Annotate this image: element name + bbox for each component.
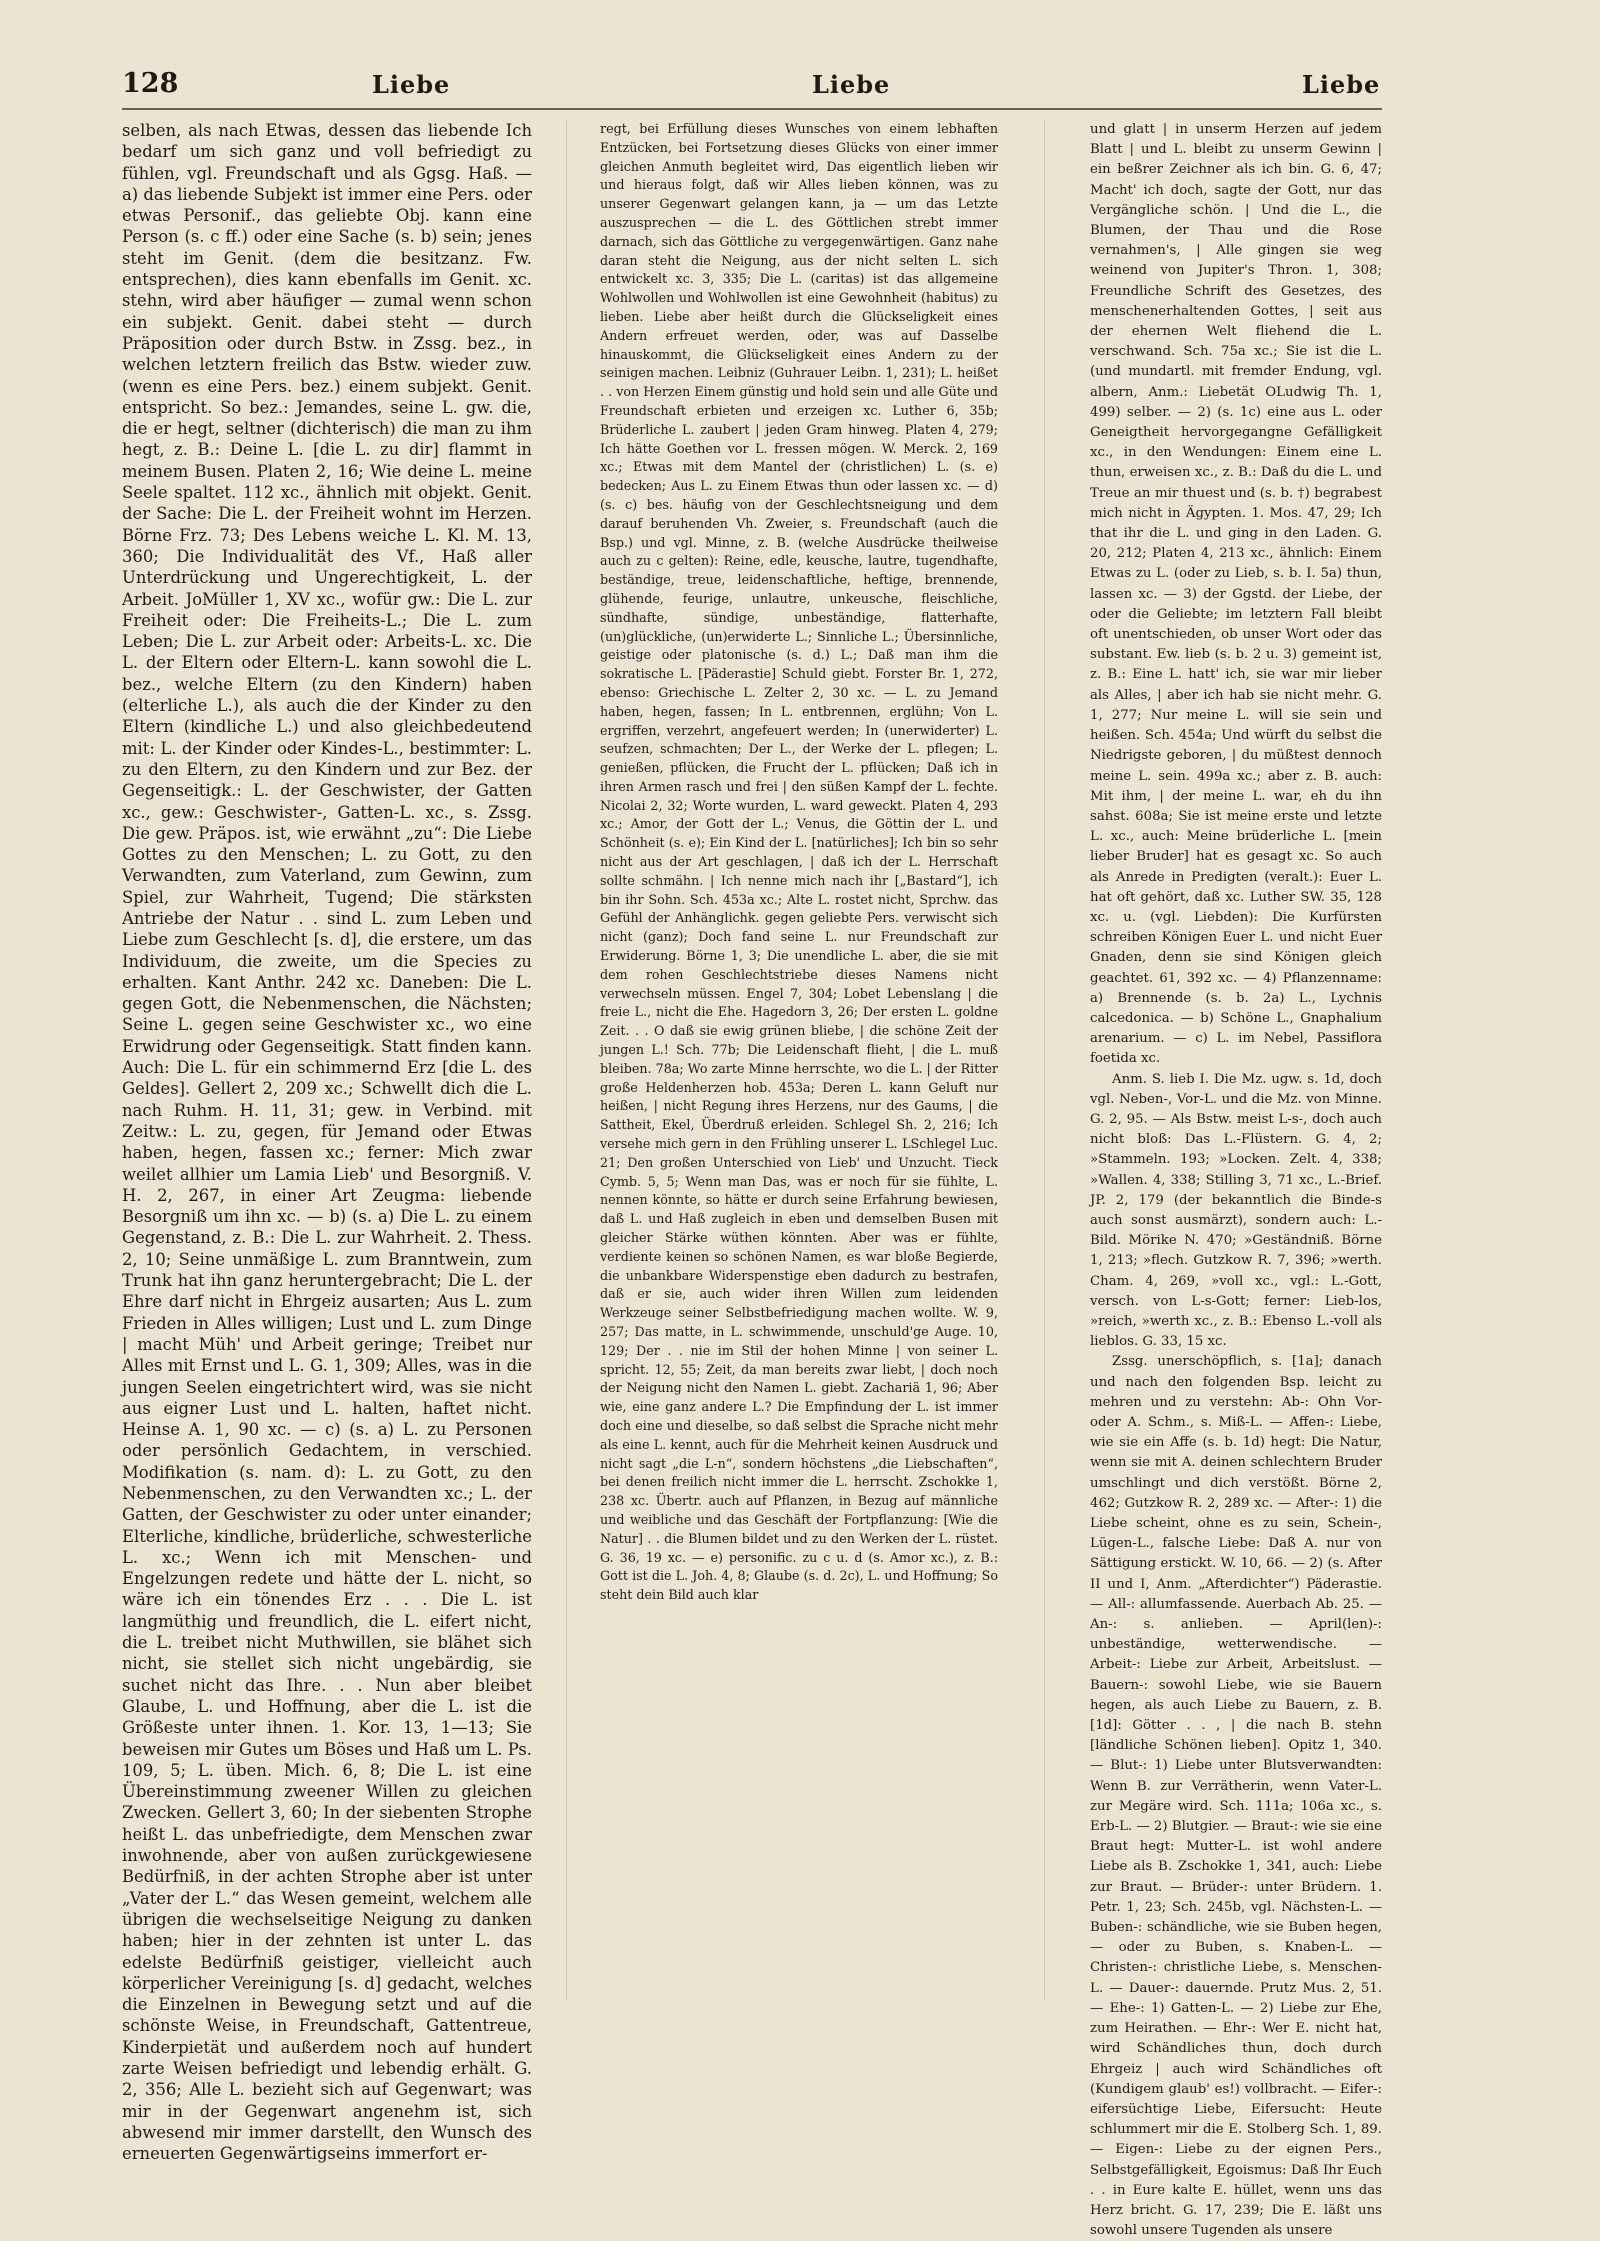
column-paragraph: regt, bei Erfüllung dieses Wunsches von einem lebhaften Entzücken, bei Fortsetzung dieses Glücks von einer immer gleichen Anmuth begleitet wird, Das eigentlich lieben wir und hieraus folgt, daß wir Alles lieben können, was zu unserer Gegenwart gelangen kann, ja — um das Letzte auszusprechen — die L. des Göttlichen strebt immer darnach, sich das Göttliche zu vergegenwärtigen. Ganz nahe daran steht die Neigung, aus der nicht selten L. sich entwickelt xc. 3, 335; Die L. (caritas) ist das allgemeine Wohlwollen und Wohlwollen ist eine Gewohnheit (habitus) zu lieben. Liebe aber heißt durch die Glückseligkeit eines Andern erfreuet werden, oder, was auf Dasselbe hinauskommt, die Glückseligkeit eines Andern zu der seinigen machen. Leibniz (Guhrauer Leibn. 1, 231); L. heißet . . von Herzen Einem günstig und hold sein und alle Güte und Freundschaft erbieten und erzeigen xc. Luther 6, 35b; Brüderliche L. zaubert | jeden Gram hinweg. Platen 4, 279; Ich hätte Goethen vor L. fressen mögen. W. Merck. 2, 169 xc.; Etwas mit dem Mantel der (christlichen) L. (s. e) bedecken; Aus L. zu Einem Etwas thun oder lassen xc. — d) (s. c) bes. häufig von der Geschlechtsneigung und dem darauf beruhenden Vh. Zweier, s. Freundschaft (auch die Bsp.) und vgl. Minne, z. B. (welche Ausdrücke theilweise auch zu c gelten): Reine, edle, keusche, lautre, tugendhafte, beständige, treue, leidenschaftliche, heftige, brennende, glühende, feurige, unlautre, unkeusche, fleischliche, sündhafte, sündige, unbeständige, flatterhafte, (un)glückliche, (un)erwiderte L.; Sinnliche L.; Übersinnliche, geistige oder platonische (s. d.) L.; Daß man ihm die sokratische L. [Päderastie] Schuld giebt. Forster Br. 1, 272, ebenso: Griechische L. Zelter 2, 30 xc. — L. zu Jemand haben, hegen, fassen; In L. entbrennen, erglühn; Von L. ergriffen, verzehrt, angefeuert werden; In (unerwiderter) L. seufzen, schmachten; Der L., der Werke der L. pflegen; L. genießen, pflücken, die Frucht der L. pflücken; Daß ich in ihren Armen rasch und frei | den süßen Kampf der L. fechte. Nicolai 2, 32; Worte wurden, L. ward geweckt. Platen 4, 293 xc.; Amor, der Gott der L.; Venus, die Göttin der L. und Schönheit (s. e); Ein Kind der L. [natürliches]; Ich bin so sehr nicht aus der Art geschlagen, | daß ich der L. Herrschaft sollte schmähn. | Ich nenne mich nach ihr [„Bastard“], ich bin ihr Sohn. Sch. 453a xc.; Alte L. rostet nicht, Sprchw. das Gefühl der Anhänglichk. gegen geliebte Pers. verwischt sich nicht (ganz); Doch fand seine L. nur Freundschaft zur Erwiderung. Börne 1, 3; Die unendliche L. aber, die sie mit dem rohen Geschlechtstriebe dieses Namens nicht verwechseln müssen. Engel 7, 304; Lobet Lebenslang | die freie L., nicht die Ehe. Hagedorn 3, 26; Der ersten L. goldne Zeit. . . O daß sie ewig grünen bliebe, | die schöne Zeit der jungen L.! Sch. 77b; Die Leidenschaft flieht, | die L. muß bleiben. 78a; Wo zarte Minne herrschte, wo die L. | der Ritter große Heldenherzen hob. 453a; Deren L. kann Geluft nur heißen, | nicht Regung ihres Herzens, nur des Gaums, | die Sattheit, Ekel, Überdruß erleiden. Schlegel Sh. 2, 216; Ich versehe mich gern in den Frühling unserer L. LSchlegel Luc. 21; Den großen Unterschied von Lieb' und Unzucht. Tieck Cymb. 5, 5; Wenn man Das, was er noch für sie fühlte, L. nennen könnte, so hätte er durch seine Erfahrung bewiesen, daß L. und Haß zugleich in eben und demselben Busen mit gleicher Stärke wüthen könnten. Aber was er fühlte, verdiente keinen so schönen Namen, es war bloße Begierde, die unbankbare Widerspenstige eben dadurch zu bestrafen, daß er sie, auch wider ihren Willen zum leidenden Werkzeuge seiner Selbstbefriedigung machen wollte. W. 9, 257; Das matte, in L. schwimmende, unschuld'ge Auge. 10, 129; Der . . nie im Stil der hohen Minne | von seiner L. spricht. 12, 55; Zeit, da man bereits zwar liebt, | doch noch der Neigung nicht den Namen L. giebt. Zachariä 1, 96; Aber wie, eine ganz andere L.? Die Empfindung der L. ist immer doch eine und dieselbe, so daß selbst die Sprache nicht mehr als eine L. kennt, auch für die Mehrheit keinen Ausdruck und nicht sagt „die L-n“, sondern höchstens „die Liebschaften“, bei denen freilich nicht immer die L. herrscht. Zschokke 1, 238 xc. Übertr. auch auf Pflanzen, in Bezug auf männliche und weibliche und das Geschäft der Fortpflanzung: [Wie die Natur] . . die Blumen bildet und zu den Werken der L. rüstet. G. 36, 19 xc. — e) personific. zu c u. d (s. Amor xc.), z. B.: Gott ist die L. Joh. 4, 8; Glaube (s. d. 2c), L. und Hoffnung; So steht dein Bild auch klar — [600, 121, 998, 1603]
column-paragraph: und glatt | in unserm Herzen auf jedem Blatt | und L. bleibt zu unserm Gewinn | ein beßrer Zeichner als ich bin. G. 6, 47; Macht' ich doch, sagte der Gott, nur das Vergängliche schön. | Und die L., die Blumen, der Thau und die Rose vernahmen's, | Alle gingen sie weg weinend von Jupiter's Thron. 1, 308; Freundliche Schrift des Gesetzes, des menschenerhaltenden Gottes, | seit aus der ehernen Welt fliehend die L. verschwand. Sch. 75a xc.; Sie ist die L. (und mundartl. mit fremder Endung, vgl. albern, Anm.: Liebetät OLudwig Th. 1, 499) selber. — 2) (s. 1c) eine aus L. oder Geneigtheit hervorgegangne Gefälligkeit xc., in den Wendungen: Einem eine L. thun, erweisen xc., z. B.: Daß du die L. und Treue an mir thuest und (s. b. †) begrabest mich nicht in Ägypten. 1. Mos. 47, 29; Ich that ihr die L. und ging in den Laden. G. 20, 212; Platen 4, 213 xc., ähnlich: Einem Etwas zu L. (oder zu Lieb, s. b. I. 5a) thun, lassen xc. — 3) der Ggstd. der Liebe, der oder die Geliebte; im letztern Fall bleibt oft unentschieden, ob unser Wort oder das substant. Ew. lieb (s. b. 2 u. 3) gemeint ist, z. B.: Eine L. hatt' ich, sie war mir lieber als Alles, | aber ich hab sie nicht mehr. G. 1, 277; Nur meine L. will sie sein und heißen. Sch. 454a; Und würft du selbst die Niedrigste geboren, | du müßtest dennoch meine L. sein. 499a xc.; aber z. B. auch: Mit ihm, | der meine L. war, eh du ihn sahst. 608a; Sie ist meine erste und letzte L. xc., auch: Meine brüderliche L. [mein lieber Bruder] hat es gesagt xc. So auch als Anrede in Predigten (veralt.): Euer L. hat oft gehört, daß xc. Luther SW. 35, 128 xc. u. (vgl. Liebden): Die Kurfürsten schreiben Königen Euer L. und nicht Euer Gnaden, denn sie sind Königen gleich geachtet. 61, 392 xc. — 4) Pflanzenname: a) Brennende (s. b. 2a) L., Lychnis calcedonica. — b) Schöne L., Gnaphalium arenarium. — c) L. im Nebel, Passiflora foetida xc. — [1090, 122, 1382, 1067]
text-column-left — [122, 120, 532, 2164]
header-left-keyword: Liebe — [372, 70, 451, 99]
annotation-paragraph: Anm. S. lieb I. Die Mz. ugw. s. 1d, doch vgl. Neben-, Vor-L. und die Mz. von Minne. G. 2, 95. — Als Bstw. meist L-s-, doch auch nicht bloß: Das L.-Flüstern. G. 4, 2; »Stammeln. 193; »Locken. Zelt. 4, 338; »Wallen. 4, 338; Stilling 3, 71 xc., L.-Brief. JP. 2, 179 (der bekanntlich die Binde-s auch sonst ausmärzt), sondern auch: L.-Bild. Mörike N. 470; »Geständniß. Börne 1, 213; »flech. Gutzkow R. 7, 396; »werth. Cham. 4, 269, »voll xc., vgl.: L.-Gott, versch. von L-s-Gott; ferner: Lieb-los, »reich, »werth xc., z. B.: Ebenso L.-voll als lieblos. G. 33, 15 xc. — [1090, 1071, 1382, 1350]
column-paragraph: selben, als nach Etwas, dessen das liebende Ich bedarf um sich ganz und voll befriedigt zu fühlen, vgl. Freundschaft und als Ggsg. Haß. — a) das liebende Subjekt ist immer eine Pers. oder etwas Personif., das geliebte Obj. kann eine Person (s. c ff.) oder eine Sache (s. b) sein; jenes steht im Genit. (dem die besitzanz. Fw. entsprechen), dies kann ebenfalls im Genit. xc. stehn, wird aber häufiger — zumal wenn schon ein subjekt. Genit. dabei steht — durch Präposition oder durch Bstw. in Zssg. bez., in welchen letztern freilich das Bstw. wieder zuw. (wenn es eine Pers. bez.) einem subjekt. Genit. entspricht. So bez.: Jemandes, seine L. gw. die, die er hegt, seltner (dichterisch) die man zu ihm hegt, z. B.: Deine L. [die L. zu dir] flammt in meinem Busen. Platen 2, 16; Wie deine L. meine Seele spaltet. 112 xc., ähnlich mit objekt. Genit. der Sache: Die L. der Freiheit wohnt im Herzen. Börne Frz. 73; Des Lebens weiche L. Kl. M. 13, 360; Die Individualität des Vf., Haß aller Unterdrückung und Ungerechtigkeit, L. der Arbeit. JoMüller 1, XV xc., wofür gw.: Die L. zur Freiheit oder: Die Freiheits-L.; Die L. zum Leben; Die L. zur Arbeit oder: Arbeits-L. xc. Die L. der Eltern oder Eltern-L. kann sowohl die L. bez., welche Eltern (zu den Kindern) haben (elterliche L.), als auch die der Kinder zu den Eltern (kindliche L.) und also gleichbedeutend mit: L. der Kinder oder Kindes-L., bestimmter: L. zu den Eltern, zu den Kindern und zur Bez. der Gegenseitigk.: L. der Geschwister, der Gatten xc., gew.: Geschwister-, Gatten-L. xc., s. Zssg. Die gew. Präpos. ist, wie erwähnt „zu“: Die Liebe Gottes zu den Menschen; L. zu Gott, zu den Verwandten, zum Vaterland, zum Gewinn, zum Spiel, zur Wahrheit, Tugend; Die stärksten Antriebe der Natur . . sind L. zum Leben und Liebe zum Geschlecht [s. d], die erstere, um das Individuum, die zweite, um die Species zu erhalten. Kant Anthr. 242 xc. Daneben: Die L. gegen Gott, die Nebenmenschen, die Nächsten; Seine L. gegen seine Geschwister xc., wo eine Erwidrung oder Gegenseitigk. Statt finden kann. Auch: Die L. für ein schimmernd Erz [die L. des Geldes]. Gellert 2, 209 xc.; Schwellt dich die L. nach Ruhm. H. 11, 31; gew. in Verbind. mit Zeitw.: L. zu, gegen, für Jemand oder Etwas haben, hegen, fassen xc.; ferner: Mich zwar weilet allhier um Lamia Lieb' und Besorgniß. V. H. 2, 267, in einer Art Zeugma: liebende Besorgniß um ihn xc. — b) (s. a) Die L. zu einem Gegenstand, z. B.: Die L. zur Wahrheit. 2. Thess. 2, 10; Seine unmäßige L. zum Branntwein, zum Trunk hat ihn ganz heruntergebracht; Die L. der Ehre darf nicht in Ehrgeiz ausarten; Aus L. zum Frieden in Alles willigen; Lust und L. zum Dinge | macht Müh' und Arbeit geringe; Treibet nur Alles mit Ernst und L. G. 1, 309; Alles, was in die jungen Seelen eingetrichtert wird, was sie nicht aus eigner Lust und L. halten, haftet nicht. Heinse A. 1, 90 xc. — c) (s. a) L. zu Personen oder persönlich Gedachtem, in verschied. Modifikation (s. nam. d): L. zu Gott, zu den Nebenmenschen, zu den Verwandten xc.; L. der Gatten, der Geschwister zu oder unter einander; Elterliche, kindliche, brüderliche, schwesterliche L. xc.; Wenn ich mit Menschen- und Engelzungen redete und hätte der L. nicht, so wäre ich ein tönendes Erz . . . Die L. ist langmüthig und freundlich, die L. eifert nicht, die L. treibet nicht Muthwillen, sie blähet sich nicht, sie stellet sich nicht ungebärdig, sie suchet nicht das Ihre. . . Nun aber bleibet Glaube, L. und Hoffnung, aber die L. ist die Größeste unter ihnen. 1. Kor. 13, 1—13; Sie beweisen mir Gutes um Böses und Haß um L. Ps. 109, 5; L. üben. Mich. 6, 8; Die L. ist eine Übereinstimmung zweener Willen zu gleichen Zwecken. Gellert 3, 60; In der siebenten Strophe heißt L. das unbefriedigte, dem Menschen zwar inwohnende, aber von außen zurückgewiesene Bedürfniß, in der achten Strophe aber ist unter „Vater der L.“ das Wesen gemeint, welchem alle übrigen die wechselseitige Neigung zu danken haben; hier in der zehnten ist unter L. das edelste Bedürfniß geistiger, vielleicht auch körperlicher Vereinigung [s. d] gedacht, welches die Einzelnen in Bewegung setzt und auf die schönste Weise, in Freundschaft, Gattentreue, Kinderpietät und außerdem noch auf hundert zarte Weisen befriedigt und lebendig erhält. G. 2, 356; Alle L. bezieht sich auf Gegenwart; was mir in der Gegenwart angenehm ist, sich abwesend mir immer darstellt, den Wunsch des erneuerten Gegenwärtigseins immerfort er- — [122, 121, 532, 2164]
running-header — [122, 68, 1382, 108]
text-column-right — [1090, 120, 1382, 2239]
text-column-middle — [600, 120, 998, 2000]
compounds-paragraph: Zssg. unerschöpflich, s. [1a]; danach und nach den folgenden Bsp. leicht zu mehren und zu verstehn: Ab-: Ohn Vor- oder A. Schm., s. Miß-L. — Affen-: Liebe, wie sie ein Affe (s. b. 1d) hegt: Die Natur, wenn sie mit A. deinen schlechtern Bruder umschlingt und dich verstößt. Börne 2, 462; Gutzkow R. 2, 289 xc. — After-: 1) die Liebe scheint, ohne es zu sein, Schein-, Lügen-L., falsche Liebe: Daß A. nur von Sättigung erstickt. W. 10, 66. — 2) (s. After II und I, Anm. „Afterdichter“) Päderastie. — All-: allumfassende. Auerbach Ab. 25. — An-: s. anlieben. — April(len)-: unbeständige, wetterwendische. — Arbeit-: Liebe zur Arbeit, Arbeitslust. — Bauern-: sowohl Liebe, wie sie Bauern hegen, als auch Liebe zu Bauern, z. B. [1d]: Götter . . , | die nach B. stehn [ländliche Schönen lieben]. Opitz 1, 340. — Blut-: 1) Liebe unter Blutsverwandten: Wenn B. zur Verrätherin, wenn Vater-L. zur Megäre wird. Sch. 111a; 106a xc., s. Erb-L. — 2) Blutgier. — Braut-: wie sie eine Braut hegt: Mutter-L. ist wohl andere Liebe als B. Zschokke 1, 341, auch: Liebe zur Braut. — Brüder-: unter Brüdern. 1. Petr. 1, 23; Sch. 245b, vgl. Nächsten-L. — Buben-: schändliche, wie sie Buben hegen, — oder zu Buben, s. Knaben-L. — Christen-: christliche Liebe, s. Menschen-L. — Dauer-: dauernde. Prutz Mus. 2, 51. — Ehe-: 1) Gatten-L. — 2) Liebe zur Ehe, zum Heirathen. — Ehr-: Wer E. nicht hat, wird Schändliches thun, doch durch Ehrgeiz | auch wird Schändliches oft (Kundigem glaub' es!) vollbracht. — Eifer-: eifersüchtige Liebe, Eifersucht: Heute schlummert mir die E. Stolberg Sch. 1, 89. — Eigen-: Liebe zu der eignen Pers., Selbstgefälligkeit, Egoismus: Daß Ihr Euch . . in Eure kalte E. hüllet, wenn uns das Herz bricht. G. 17, 239; Die E. läßt uns sowohl unsere Tugenden als unsere — [1090, 1354, 1382, 2239]
header-center-keyword: Liebe — [812, 70, 891, 99]
header-right-keyword: Liebe — [1302, 70, 1381, 99]
header-rule — [122, 108, 1382, 110]
column-divider — [566, 120, 567, 2000]
column-divider — [1044, 120, 1045, 2000]
page-number: 128 — [122, 68, 179, 99]
